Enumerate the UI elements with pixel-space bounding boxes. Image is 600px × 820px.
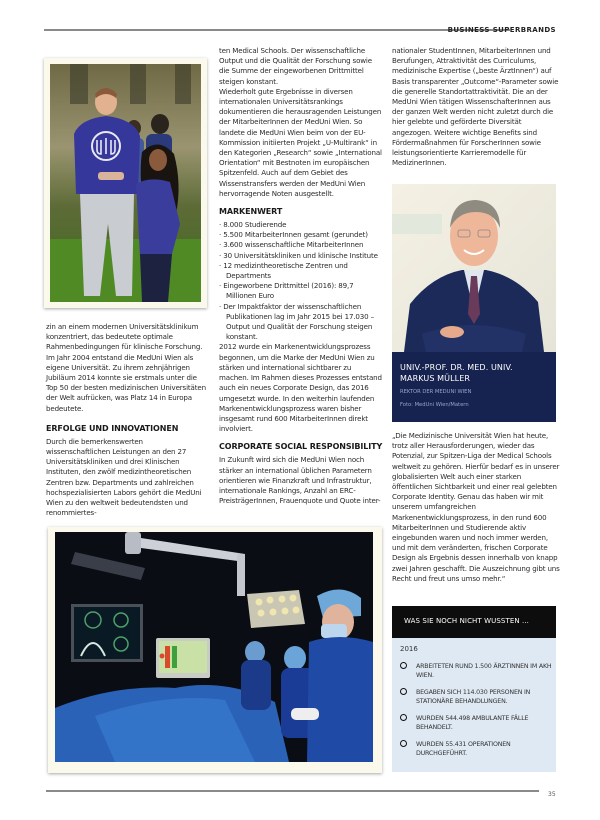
heading-erfolge: ERFOLGE UND INNOVATIONEN	[46, 423, 179, 433]
markenwert-item: · 30 Universitätskliniken und klinische Institute	[219, 251, 383, 261]
markenwert-item: · Der Impaktfaktor der wissenschaftlichen Publikationen lag im Jahr 2015 bei 17.030 – Output und Qualität der Forschung steigen konstant.	[219, 302, 383, 343]
footer-rule	[46, 790, 539, 792]
heading-csr: CORPORATE SOCIAL RESPONSIBILITY	[219, 442, 383, 452]
section-brand-label: BUSINESS SUPERBRANDS	[447, 26, 556, 34]
circle-bullet-icon	[400, 662, 407, 669]
header-rule	[44, 29, 510, 31]
middle-paragraph-2: Wiederholt gute Ergebnisse in diversen internationalen Universitätsrankings dokumentieren die herausragenden Leistungen der MitarbeiterInnen der MedUni Wien. So landete die MedUni Wien beim von der EU-Kommission initiierten Projekt „U-Multirank“ in den Kategorien „Research“ sowie „International Orientation“ mit Bestnoten im europäischen Spitzenfeld. Auch auf dem Gebiet des Wissenstransfers werden der MedUni Wien hervorragende Noten ausgestellt.	[219, 86, 382, 198]
middle-paragraph-4: In Zukunft wird sich die MedUni Wien noch stärker an international üblichen Parametern orientieren wie Finanzkraft und Infrastruktur, internationale Rankings, Anzahl an ERC-PreisträgerInnen, Frauenquote und Quote inter-	[219, 455, 381, 506]
facts-box-header	[392, 606, 556, 638]
facts-box: 2016 ARBEITETEN RUND 1.500 ÄRZTINNEN IM AKH WIEN. BEGABEN SICH 114.030 PERSONEN IN STATIONÄRE BEHANDLUNGEN. WURDEN 544.498 AMBULANTE FÄLLE BEHANDELT. WURDEN 55.431 OPERATIONEN DURCHGEFÜHRT.	[392, 638, 556, 772]
markenwert-item: · 8.000 Studierende	[219, 220, 383, 230]
rector-quote: „Die Medizinische Universität Wien hat heute, trotz aller Herausforderungen, wieder das Potenzial, zur Spitzen-Liga der Medical Schools weltweit zu gehören. Hierfür bedarf es in unserer globalisierten Welt auch einer starken öffentlichen Sichtbarkeit und einer real gelebten Corporate Identity. Genau das haben wir mit unserem umfangreichen Markenentwicklungsprozess, in den rund 600 MitarbeiterInnen und Studierende aktiv eingebunden waren und noch immer werden, und mit dem veränderten, frischen Corporate Design als Ergebnis dessen innerhalb von knapp zwei Jahren geschafft. Die Auszeichnung gibt uns Recht und freut uns umso mehr.“	[392, 431, 560, 583]
portrait-name	[400, 362, 513, 384]
right-paragraph-1: nationaler StudentInnen, MitarbeiterInnen und Berufungen, Attraktivität des Curriculums, medizinische Expertise („beste ÄrztInnen“) auf Basis transparenter „Outcome“-Parameter sowie die generelle Standortattraktivität. Die an der MedUni Wien tätigen WissenschafterInnen aus der ganzen Welt werden nicht zuletzt durch die hier gelebte und geförderte Diversität angezogen. Weitere wichtige Benefits sind Fördermaßnahmen für ForscherInnen sowie leistungsorientierte Karrieremodelle für MedizinerInnen.	[392, 46, 559, 168]
markenwert-item: · 3.600 wissenschaftliche MitarbeiterInnen	[219, 240, 383, 250]
circle-bullet-icon	[400, 740, 407, 747]
students-photo	[50, 64, 201, 302]
left-paragraph-2: Durch die bemerkenswerten wissenschaftlichen Leistungen an den 27 Universitätskliniken und drei Klinischen Instituten, den zwölf medizintheoretischen Zentren bzw. Departments und zahlreichen hochspezialisierten Labors gehört die MedUni Wien zu den weltweit bedeutendsten und renommiertes-	[46, 436, 202, 518]
portrait-role: REKTOR DER MEDUNI WIEN	[400, 389, 472, 395]
portrait-photo	[392, 184, 556, 352]
facts-year: 2016	[400, 645, 418, 653]
circle-bullet-icon	[400, 688, 407, 695]
right-column-quote	[392, 431, 560, 584]
surgery-photo	[55, 532, 373, 762]
portrait-photo-credit: Foto: MedUni Wien/Matern	[400, 402, 469, 408]
markenwert-item: · 5.500 MitarbeiterInnen gesamt (gerundet)	[219, 230, 383, 240]
left-column	[46, 322, 208, 518]
right-column-top	[392, 46, 560, 168]
markenwert-item: · 12 medizintheoretische Zentren und Departments	[219, 261, 383, 281]
students-photo-frame	[44, 58, 207, 308]
facts-box-title: WAS SIE NOCH NICHT WUSSTEN ...	[404, 617, 529, 625]
middle-paragraph-3: 2012 wurde ein Markenentwicklungsprozess begonnen, um die Marke der MedUni Wien zu stärken und international sichtbarer zu machen. Im Rahmen dieses Prozesses entstand auch ein neues Corporate Design, das 2016 umgesetzt wurde. In den weiterhin laufenden Markenentwicklungsprozess waren bisher insgesamt rund 600 MitarbeiterInnen direkt involviert.	[219, 342, 382, 434]
middle-paragraph-1: ten Medical Schools. Der wissenschaftliche Output und die Qualität der Forschung sowie die Summe der eingeworbenen Drittmittel steigen konstant.	[219, 46, 372, 86]
heading-markenwert: MARKENWERT	[219, 207, 283, 217]
students-photo-image	[50, 64, 201, 302]
portrait-caption	[392, 352, 556, 422]
left-paragraph-1: zin an einem modernen Universitätsklinikum konzentriert, das bedeutete optimale Rahmenbedingungen für klinische Forschung. Im Jahr 2004 entstand die MedUni Wien als eigene Universität. Zu ihrem zehnjährigen Jubiläum 2014 konnte sie erstmals unter die Top 50 der besten medizinischen Universitäten der Welt aufrücken, was Platz 14 in Europa bedeutete.	[46, 322, 206, 413]
surgery-photo-frame	[48, 527, 382, 773]
page-number: 35	[548, 791, 556, 798]
markenwert-list	[219, 220, 383, 342]
markenwert-item: · Eingeworbene Drittmittel (2016): 89,7 Millionen Euro	[219, 281, 383, 301]
portrait-photo-image	[392, 184, 556, 352]
portrait-name-line-2: MARKUS MÜLLER	[400, 374, 471, 383]
circle-bullet-icon	[400, 714, 407, 721]
middle-column	[219, 46, 383, 506]
surgery-photo-image	[55, 532, 373, 762]
portrait-name-line-1: UNIV.-PROF. DR. MED. UNIV.	[400, 363, 513, 372]
